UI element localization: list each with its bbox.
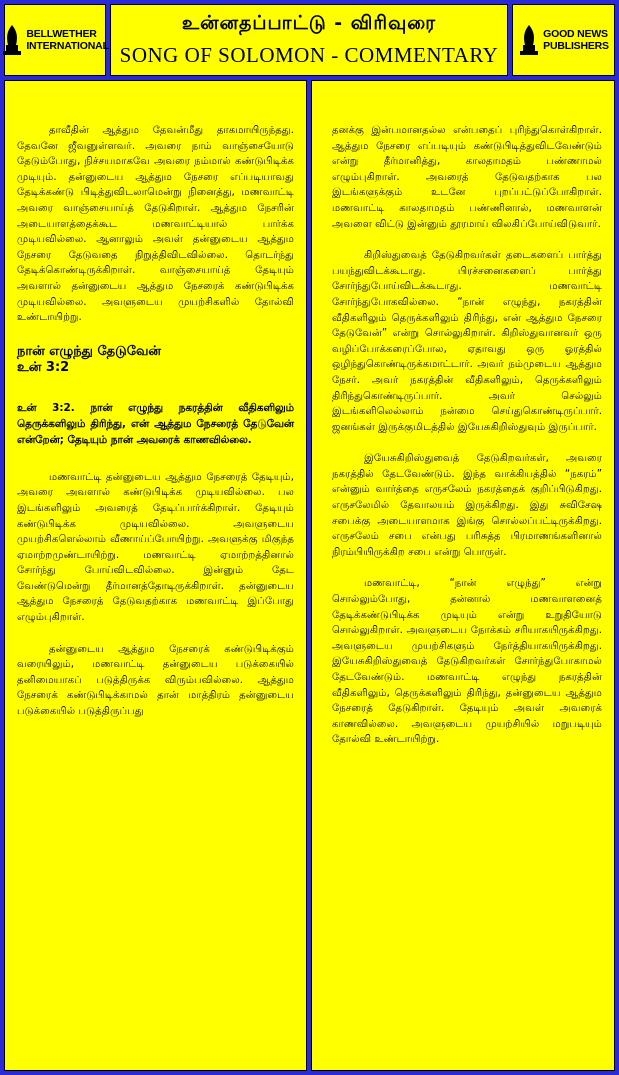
right-logo-line2: PUBLISHERS: [543, 40, 609, 52]
title-box: [110, 4, 508, 76]
left-logo-line1: BELLWETHER: [26, 28, 97, 40]
heading-title: நான் எழுந்து தேடுவேன்: [17, 343, 162, 359]
verse-text: உன் 3:2. நான் எழுந்து நகரத்தின் வீதிகளிலும் தெருக்களிலும் திரிந்து, என் ஆத்தும நேசரைத் தேடுவேன் என்றேன்; தேடியும் நான் அவரைக் காணவில்லை.: [17, 401, 294, 446]
sheep-icon: [1, 23, 23, 57]
left-paragraph-1: தாவீதின் ஆத்தும தேவன்மீது தாகமாயிருந்தது. தேவனே ஜீவனுள்ளவர். அவரை நாம் வாஞ்சையோடு தேடும்போது, நிச்சயமாகவே அவரை நம்மால் கண்டுபிடிக்க முடியும். தன்னுடைய ஆத்தும நேசரை எப்படியாவது தேடிக்கண்டு பிடித்துவிடலாமென்று நினைத்து, மணவாட்டி அவரை வாஞ்சையாய்த் தேடுகிறாள். ஆத்தும நேசரின் அடையாளத்தைக்கூட மணவாட்டியால் பார்க்க முடியவில்லை. ஆனாலும் அவள் தன்னுடைய ஆத்தும நேசரை தேடுவதை நிறுத்திவிடவில்லை. தொடர்ந்து தேடிக்கொண்டிருக்கிறாள். வாஞ்சையாய்த் தேடியும் அவளால் தன்னுடைய ஆத்தும நேசரைக் கண்டுபிடிக்க முடியவில்லை. அவளுடைய முயற்சிகளில் தோல்வி உண்டாயிற்று.: [17, 125, 294, 324]
good-news-logo: [512, 4, 615, 76]
right-logo-line1: GOOD NEWS: [543, 28, 608, 40]
english-title: SONG OF SOLOMON - COMMENTARY: [119, 43, 499, 67]
left-column: [4, 80, 307, 1071]
left-paragraph-3: தன்னுடைய ஆத்தும நேசரைக் கண்டுபிடிக்கும் வரையிலும், மணவாட்டி தன்னுடைய படுக்கையில் தனிமையாகப் படுத்திருக்க விரும்பவில்லை. ஆத்தும நேசரைக் கண்டுபிடிக்காமல் தான் மாத்திரம் தன்னுடைய படுக்கையில் படுத்திருப்பது: [17, 643, 294, 718]
sheep-icon: [518, 23, 540, 57]
right-paragraph-3: இயேசுகிறிஸ்துவைத் தேடுகிறவர்கள், அவரை நகரத்தில் தேடவேண்டும். இந்த வாக்கியத்தில் “நகரம்” என்னும் வார்த்தை எருசலேம் நகரத்தைக் குறிப்பிடுகிறது. எருசலேமில் தேவாலயம் இருக்கிறது. இது சுவிசேஷ சபைக்கு அடையாளமாக இங்கு சொல்லப்பட்டிருக்கிறது. எருசலேம் சபை என்பது பரிசுத்த பிரமாணங்களினால் நிரம்பியிருக்கிற சபை என்று பொருள்.: [332, 453, 602, 558]
heading-reference: உன் 3:2: [17, 359, 70, 375]
right-column: [311, 80, 615, 1071]
section-heading: [17, 344, 294, 376]
content-columns: [4, 80, 615, 1071]
right-paragraph-4: மணவாட்டி, “நான் எழுந்து” என்று சொல்லும்போது, தன்னால் மணவாளனைத் தேடிக்கண்டுபிடிக்க முடியும் என்று உறுதியோடு சொல்லுகிறாள். அவளுடைய நோக்கம் சரியாகயிருக்கிறது. அவளுடைய முயற்சிகளும் நேர்த்தியாகயிருக்கிறது. இயேசுகிறிஸ்துவைத் தேடுகிறவர்கள் சோர்ந்துபோகாமல் தேடவேண்டும். மணவாட்டி எழுந்து நகரத்தின் வீதிகளிலும், தெருக்களிலும் திரிந்து, தன்னுடைய ஆத்தும நேசரைத் தேடுகிறாள். தேடியும் அவள் அவரைக் காணவில்லை. அவளுடைய முயற்சியில் மறுபடியும் தோல்வி உண்டாயிற்று.: [332, 578, 602, 746]
page-header: [4, 4, 615, 76]
left-logo-line2: INTERNATIONAL: [26, 40, 109, 52]
left-paragraph-2: மணவாட்டி தன்னுடைய ஆத்தும நேசரைத் தேடியும், அவரை அவளால் கண்டுபிடிக்க முடியவில்லை. பல இடங்களிலும் அவரைத் தேடிப்பார்க்கிறாள். தேடியும் கண்டுபிடிக்க முடியவில்லை. அவளுடைய முயற்சிகளெல்லாம் வீணாய்ப்போயிற்று. அவளுக்கு மிகுந்த ஏமாற்றமுண்டாயிற்று. மணவாட்டி ஏமாற்றத்தினால் சோர்ந்து போய்விடவில்லை. இன்னும் தேட வேண்டுமென்று தீர்மானத்தோடிருக்கிறாள். தன்னுடைய ஆத்தும நேசரைத் தேடுவதற்காக மணவாட்டி இப்போது எழும்புகிறாள்.: [17, 471, 294, 624]
tamil-title: உன்னதப்பாட்டு - விரிவுரை: [181, 12, 437, 34]
bellwether-logo: [4, 4, 109, 76]
right-paragraph-1: தனக்கு இன்பமானதல்ல என்பதைப் புரிந்துகொள்கிறாள். ஆத்தும நேசரை எப்படியும் கண்டுபிடித்துவிடவேண்டும் என்று தீர்மானித்து, காலதாமதம் பண்ணாமல் எழும்புகிறாள். அவரைத் தேடுவதற்காக பல இடங்களுக்கும் உடனே புறப்பட்டுப்போகிறாள். மணவாட்டி காலதாமதம் பண்ணினால், மணவாளன் அவளை விட்டு இன்னும் தூரமாய் விலகிப்போய்விடுவார்.: [332, 125, 602, 230]
right-paragraph-2: கிறிஸ்துவைத் தேடுகிறவர்கள் தடைகளைப் பார்த்து பயந்துவிடக்கூடாது. பிரச்சனைகளைப் பார்த்து சோர்ந்துபோய்விடக்கூடாது. மணவாட்டி சோர்ந்துபோகவில்லை. “நான் எழுந்து, நகரத்தின் வீதிகளிலும் தெருக்களிலும் திரிந்து, என் ஆத்தும நேசரை தேடுவேன்” என்று சொல்லுகிறாள். கிறிஸ்துவானவர் ஒரு வழிப்போக்கரைப்போல, ஏதாவது ஒரு ஓரத்தில் ஒழிந்துகொண்டிருக்கமாட்டார். அவர் நம்முடைய ஆத்தும நேசர். அவர் நகரத்தின் வீதிகளிலும், தெருக்களிலும் திரிந்துகொண்டிருப்பார். அவர் செல்லும் இடங்களிலெல்லாம் நன்மை செய்துகொண்டிருப்பார். ஜனங்கள் இருக்குமிடத்தில் இயேசுகிறிஸ்துவும் இருப்பார்.: [332, 250, 602, 433]
